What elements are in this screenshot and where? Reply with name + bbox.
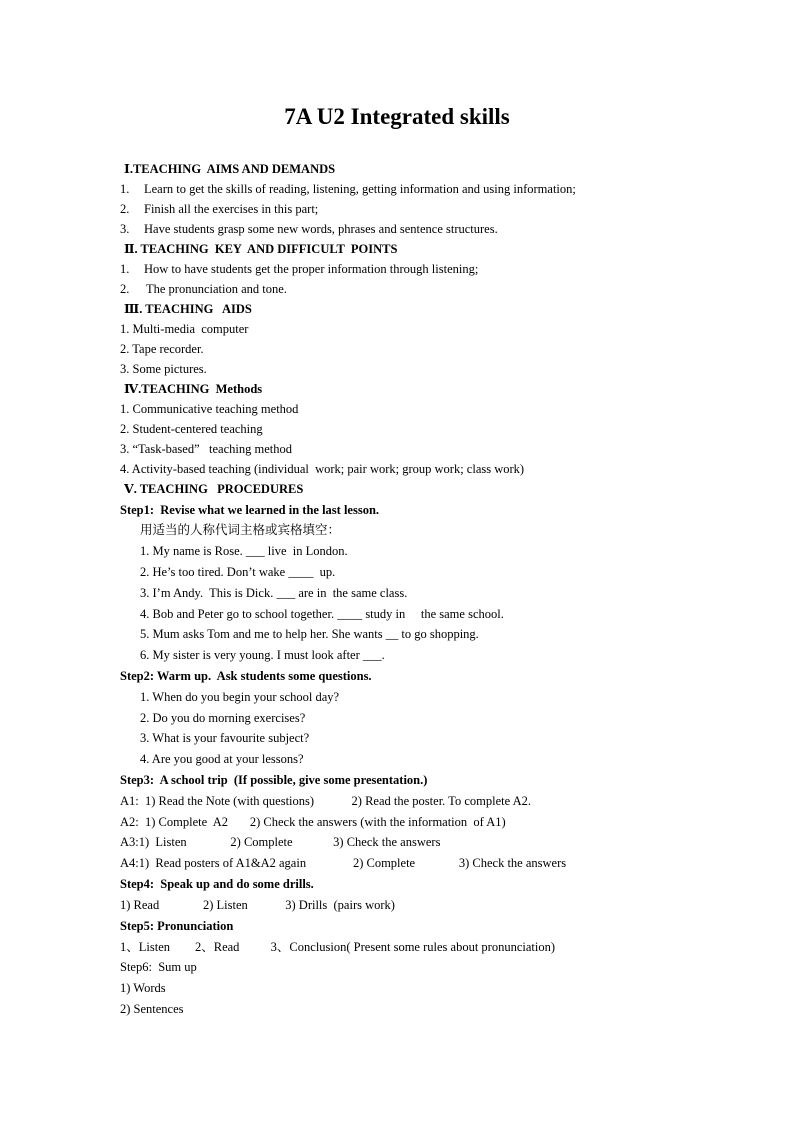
- list-item: 3. Some pictures.: [120, 362, 207, 376]
- section-heading-methods: Ⅳ.TEACHING Methods: [124, 382, 263, 396]
- section-heading-procedures: Ⅴ. TEACHING PROCEDURES: [124, 482, 304, 496]
- list-item: 1. Learn to get the skills of reading, listening, getting information and using information;: [120, 182, 576, 196]
- section-heading-aids: Ⅲ. TEACHING AIDS: [124, 302, 252, 316]
- step3-heading: Step3: A school trip (If possible, give some presentation.): [120, 773, 428, 787]
- page-title: 7A U2 Integrated skills: [284, 104, 510, 129]
- summary-item: 2) Sentences: [120, 1002, 184, 1016]
- activity-line: 1、Listen 2、Read 3、Conclusion( Present some rules about pronunciation): [120, 940, 556, 954]
- summary-item: 1) Words: [120, 981, 166, 995]
- list-item: 1. Communicative teaching method: [120, 402, 299, 416]
- step2-heading: Step2: Warm up. Ask students some questions.: [120, 669, 372, 683]
- section-heading-key-points: Ⅱ. TEACHING KEY AND DIFFICULT POINTS: [124, 242, 398, 256]
- list-item: 2. Finish all the exercises in this part;: [120, 202, 319, 216]
- step1-instruction: 用适当的人称代词主格或宾格填空：: [140, 522, 341, 537]
- list-item: 2. The pronunciation and tone.: [120, 282, 287, 296]
- list-item: 1. How to have students get the proper information through listening;: [120, 262, 479, 276]
- activity-line: A1: 1) Read the Note (with questions) 2) Read the poster. To complete A2.: [120, 794, 531, 808]
- list-item: 2. Student-centered teaching: [120, 422, 263, 436]
- question-item: 4. Are you good at your lessons?: [140, 752, 304, 766]
- exercise-item: 2. He’s too tired. Don’t wake ____ up.: [140, 565, 336, 579]
- activity-line: 1) Read 2) Listen 3) Drills (pairs work): [120, 898, 395, 912]
- activity-line: A2: 1) Complete A2 2) Check the answers (with the information of A1): [120, 815, 506, 829]
- question-item: 1. When do you begin your school day?: [140, 690, 340, 704]
- exercise-item: 1. My name is Rose. ___ live in London.: [140, 544, 348, 558]
- list-item: 1. Multi-media computer: [120, 322, 249, 336]
- list-item: 4. Activity-based teaching (individual work; pair work; group work; class work): [120, 462, 525, 476]
- activity-line: A3:1) Listen 2) Complete 3) Check the answers: [120, 835, 441, 849]
- list-item: 2. Tape recorder.: [120, 342, 204, 356]
- question-item: 2. Do you do morning exercises?: [140, 711, 306, 725]
- section-heading-aims: Ⅰ.TEACHING AIMS AND DEMANDS: [124, 162, 336, 176]
- step1-heading: Step1: Revise what we learned in the last lesson.: [120, 503, 380, 517]
- list-item: 3. “Task-based” teaching method: [120, 442, 292, 456]
- list-item: 3. Have students grasp some new words, phrases and sentence structures.: [120, 222, 498, 236]
- exercise-item: 5. Mum asks Tom and me to help her. She wants __ to go shopping.: [140, 627, 479, 641]
- exercise-item: 6. My sister is very young. I must look after ___.: [140, 648, 385, 662]
- step5-heading: Step5: Pronunciation: [120, 919, 234, 933]
- exercise-item: 4. Bob and Peter go to school together. ____ study in the same school.: [140, 607, 504, 621]
- activity-line: A4:1) Read posters of A1&A2 again 2) Complete 3) Check the answers: [120, 856, 567, 870]
- step4-heading: Step4: Speak up and do some drills.: [120, 877, 314, 891]
- step6-heading: Step6: Sum up: [120, 960, 197, 974]
- exercise-item: 3. I’m Andy. This is Dick. ___ are in the same class.: [140, 586, 408, 600]
- question-item: 3. What is your favourite subject?: [140, 731, 310, 745]
